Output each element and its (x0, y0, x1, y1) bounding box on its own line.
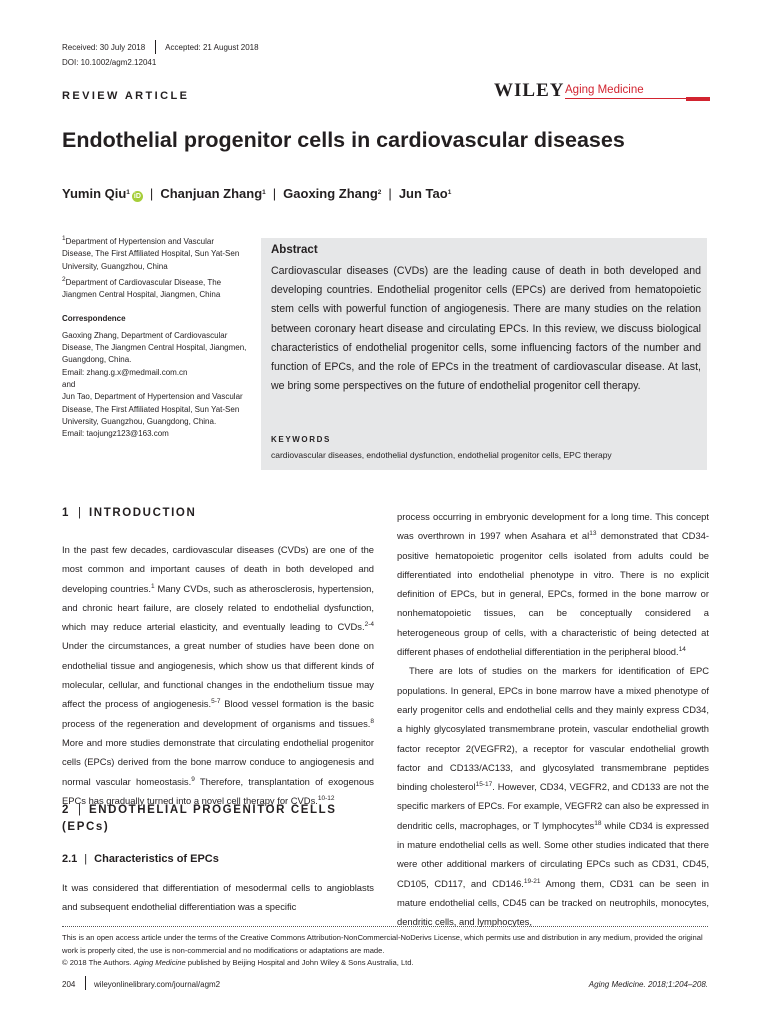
paragraph-epc-definition: process occurring in embryonic development for a long time. This concept was overthrown in 1997 when Asahara et $al^{13}$ demonstrated that CD34-positive hematopoietic progenitor cells isolated from adults could be differentiated into endothelial phenotype in vitro. There is no explicit definition of EPCs, but in general, EPCs, formed in the bone marrow or nonhematopoietic tissues, can be conceptually considered a heterogeneous group of cells, with a characteristic of being detected at different phases of endothelial differentiation in the peripheral blood.$^{14}$ (397, 511, 709, 658)
divider: | (149, 186, 154, 201)
page-number: 204 (62, 980, 76, 989)
journal-name: Aging Medicine (565, 84, 644, 96)
citation-ref[interactable]: 2-4 (364, 621, 374, 629)
citation-ref[interactable]: 13 (589, 530, 597, 538)
orcid-icon[interactable]: iD (133, 193, 141, 200)
subsection-heading-characteristics (62, 853, 219, 865)
correspondence-email[interactable]: Email: taojungz123@163.com (62, 429, 169, 439)
affiliation (62, 236, 247, 273)
section-number: 1 (62, 507, 70, 519)
section-heading-introduction (62, 507, 196, 519)
abstract-heading: Abstract (271, 244, 318, 256)
author-list (62, 186, 451, 202)
author-name[interactable]: Chanjuan Zhang (160, 186, 263, 201)
right-column (397, 507, 709, 932)
divider: | (388, 186, 392, 201)
article-title: Endothelial progenitor cells in cardiovascular diseases (62, 128, 625, 152)
journal-name-italic: Aging Medicine (133, 958, 186, 967)
section-title: INTRODUCTION (89, 507, 197, 519)
affiliations-panel (62, 236, 247, 440)
affiliation-text: Department of Cardiovascular Disease, The Jiangmen Central Hospital, Jiangmen, China (62, 277, 222, 300)
copyright-text: published by Beijing Hospital and John Wiley & Sons Australia, Ltd. (185, 958, 414, 967)
citation-ref[interactable]: 14 (678, 646, 686, 654)
divider: | (272, 186, 277, 201)
citation-ref[interactable]: 18 (594, 819, 602, 827)
affiliation-marker: 1 (126, 189, 130, 196)
license-text: This is an open access article under the terms of the Creative Commons Attribution-NonCommercial-NoDerivs License, which permits use and distribution in any medium, provided the original work is properly cited, the use is non-commercial and no modifications or adaptations are made. (62, 933, 703, 955)
doi[interactable]: DOI: 10.1002/agm2.12041 (62, 58, 157, 67)
license-note (62, 932, 708, 970)
paragraph-characteristics: It was considered that differentiation of mesodermal cells to angioblasts and subsequent endothelial differentiation was a specific (62, 882, 374, 913)
divider: | (78, 507, 81, 519)
abstract-text: Cardiovascular diseases (CVDs) are the leading cause of death in both developed and developing countries. Endothelial progenitor cells (EPCs) are derived from hematopoietic stem cells with powerful function of angiogenesis. There are many studies on the relation between coronary heart disease and circulating EPCs. In this review, we discuss biological characteristics of endothelial progenitor cells, some influencing factors of the number and function of EPCs, and the role of EPCs in the treatment of cardiovascular disease. At last, we bring some perspectives on the future of endothelial progenitor cell therapy. (271, 265, 701, 393)
paragraph-epc-markers: There are lots of studies on the markers for identification of EPC populations. In general, EPCs in bone marrow have a mixed phenotype of early progenitor cells and endothelial cells and they mainly express CD34, a highly glycosylated transmembrane protein, vascular endothelial growth factor receptor 2(VEGFR2), a receptor for vascular endothelial growth factor and CD133/AC133, and glycosylated transmembrane peptides binding cholesterol$^{15-17}$. However, CD34, VEGFR2, and CD133 are not the specific markers of EPCs. For example, VEGFR2 can also be expressed in dendritic cells, macrophages, or T lymphocytes$^{18}$ while CD34 is expressed in mature endothelial cells as well. Some other studies indicated that there were other additional markers of circulating EPCs such as CD31, CD45, CD105, CD117, and CD146.$^{19-21}$ Among them, CD31 can be seen in mature endothelial cells, CD45 can be tracked on neutrophils, monocytes, dendritic cells, and lymphocytes, (397, 665, 709, 928)
section-title: ENDOTHELIAL PROGENITOR CELLS (EPCs) (62, 804, 337, 833)
citation-ref[interactable]: 8 (370, 717, 374, 725)
section-number: 2 (62, 804, 70, 816)
journal-url[interactable]: wileyonlinelibrary.com/journal/agm2 (94, 980, 221, 989)
divider: | (84, 853, 88, 865)
keywords: cardiovascular diseases, endothelial dysfunction, endothelial progenitor cells, EPC therapy (271, 450, 612, 460)
affiliation-marker: 1 (62, 235, 66, 242)
correspondence-line: and (62, 379, 76, 389)
copyright-text: © 2018 The Authors. (62, 958, 134, 967)
divider: | (78, 804, 81, 816)
correspondence-line: Jun Tao, Department of Hypertension and Vascular Disease, The First Affiliated Hospital, Sun Yat-Sen University, Guangzhou, Guangdong, China. (62, 392, 243, 426)
divider (85, 976, 86, 990)
citation-ref[interactable]: 19-21 (523, 877, 541, 885)
author-name[interactable]: Yumin Qiu (62, 186, 127, 201)
correspondence-line: Gaoxing Zhang, Department of Cardiovascular Disease, The Jiangmen Central Hospital, Jiangmen, Guangdong, China. (62, 330, 247, 365)
section-title: Characteristics of EPCs (94, 853, 219, 865)
affiliation-text: Department of Hypertension and Vascular Disease, The First Affiliated Hospital, Sun Yat-Sen University, Guangzhou, China (62, 237, 240, 271)
publisher-logo: WILEY (494, 80, 565, 101)
affiliation-marker: 1 (447, 189, 452, 196)
citation-ref[interactable]: 1 (150, 582, 155, 590)
divider (155, 40, 156, 54)
affiliation-marker: 1 (262, 189, 266, 196)
correspondence-email[interactable]: Email: zhang.g.x@medmail.com.cn (62, 367, 188, 377)
copyright-line (62, 957, 708, 970)
affiliation-marker: 2 (62, 275, 66, 283)
article-dates (62, 40, 259, 54)
citation-ref[interactable]: 9 (191, 775, 195, 783)
accepted-date: Accepted: 21 August 2018 (165, 43, 259, 52)
open-access-badge (686, 97, 710, 101)
correspondence-heading: Correspondence (62, 314, 126, 324)
keywords-heading: KEYWORDS (271, 435, 331, 444)
received-date: Received: 30 July 2018 (62, 43, 146, 52)
citation-ref[interactable]: 15-17 (475, 781, 493, 789)
citation-ref[interactable]: 10-12 (317, 794, 335, 802)
citation-ref[interactable]: 5-7 (211, 698, 221, 706)
section-heading-epcs (62, 802, 374, 836)
paragraph-introduction: In the past few decades, cardiovascular diseases (CVDs) are one of the most common and important causes of death in both developed and developing countries.$^1$ Many CVDs, such as atherosclerosis, hypertension, and chronic heart failure, are closely related to endothelial dysfunction, which may reduce arterial elasticity, and eventually leading to CVDs.$^{2-4}$ Under the circumstances, a great number of studies have been done on endothelial tissue and angiogenesis, which show us that different kinds of molecular, cellular, and functional changes in the endothelium tissue may affect the process of angiogenesis.$^{5-7}$ Blood vessel formation is the basic process of the regeneration and development of organisms and tissues.$^8$ More and more studies demonstrate that circulating endothelial progenitor cells (EPCs) derived from the bone marrow conduce to angiogenesis and normal vascular homeostasis.$^9$ Therefore, transplantation of exogenous EPCs has gradually turned into a novel cell therapy for CVDs.$^{10-12}$ (62, 544, 374, 806)
affiliation-marker: 2 (377, 189, 382, 196)
author-name[interactable]: Gaoxing Zhang (283, 186, 378, 201)
affiliation (62, 277, 247, 302)
footnote-divider (62, 926, 708, 927)
section-label: REVIEW ARTICLE (62, 90, 190, 102)
section-number: 2.1 (62, 853, 78, 865)
author-name[interactable]: Jun Tao (398, 186, 448, 201)
citation: Aging Medicine. 2018;1:204–208. (588, 980, 708, 989)
